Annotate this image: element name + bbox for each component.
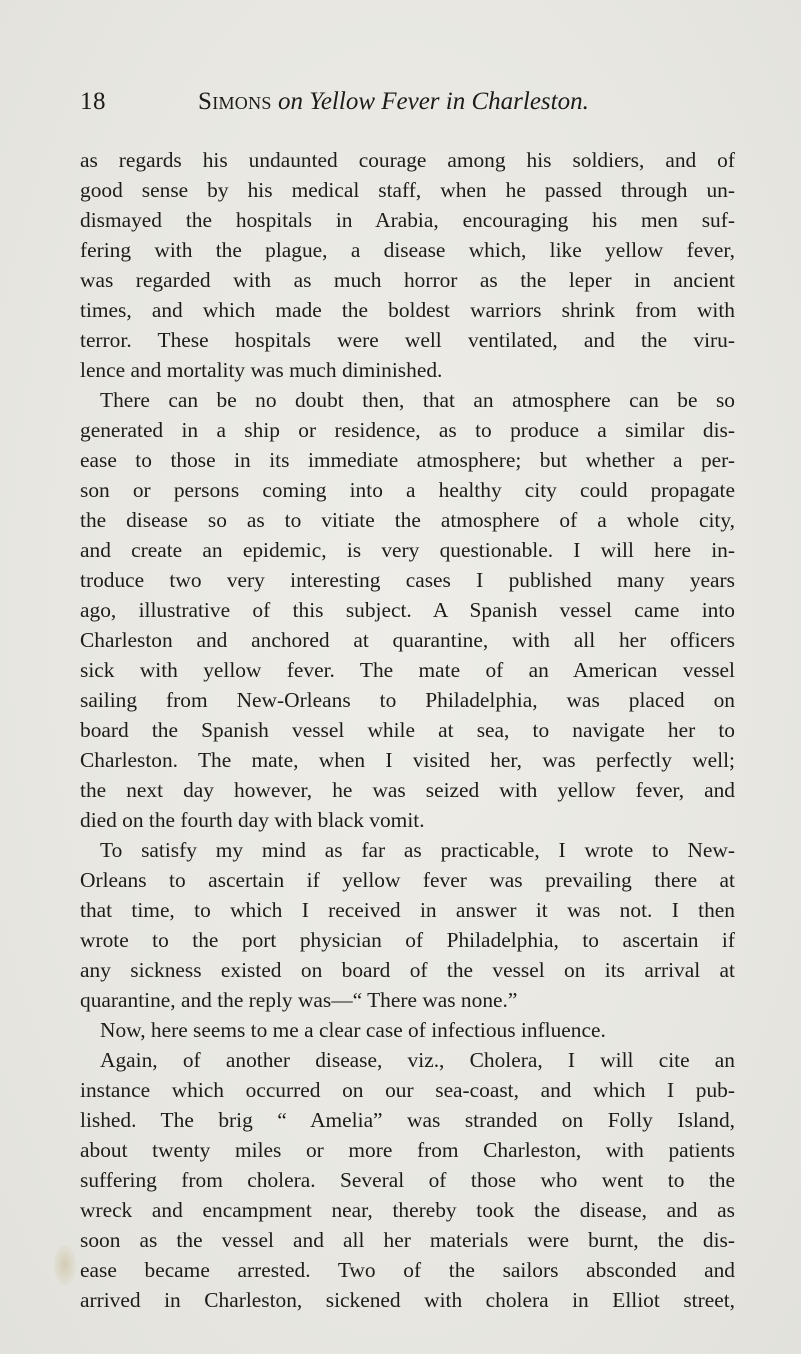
page-number: 18: [80, 88, 106, 115]
text-line: arrived in Charleston, sickened with cholera in Elliot street,: [80, 1288, 735, 1312]
text-line: ease to those in its immediate atmosphere; but whether a per-: [80, 448, 735, 472]
text-line: times, and which made the boldest warriors shrink from with: [80, 298, 735, 322]
text-line: about twenty miles or more from Charleston, with patients: [80, 1138, 735, 1162]
paper-stain: [54, 1245, 76, 1285]
text-line: Charleston. The mate, when I visited her, was perfectly well;: [80, 748, 735, 772]
text-line: Charleston and anchored at quarantine, with all her officers: [80, 628, 735, 652]
text-line: board the Spanish vessel while at sea, to navigate her to: [80, 718, 735, 742]
running-head-connector: on: [271, 88, 310, 115]
text-line: ago, illustrative of this subject. A Spanish vessel came into: [80, 598, 735, 622]
text-line: that time, to which I received in answer it was not. I then: [80, 898, 735, 922]
page-header: [80, 88, 740, 128]
text-line: instance which occurred on our sea-coast, and which I pub-: [80, 1078, 735, 1102]
text-line: the next day however, he was seized with yellow fever, and: [80, 778, 735, 802]
text-line: Now, here seems to me a clear case of infectious influence.: [100, 1018, 606, 1042]
text-line: died on the fourth day with black vomit.: [80, 808, 425, 832]
text-line: quarantine, and the reply was—“ There was none.”: [80, 988, 518, 1012]
text-line: troduce two very interesting cases I published many years: [80, 568, 735, 592]
text-line: good sense by his medical staff, when he passed through un-: [80, 178, 735, 202]
text-line: There can be no doubt then, that an atmosphere can be so: [100, 388, 735, 412]
running-head-author: Simons: [198, 88, 272, 115]
text-line: Again, of another disease, viz., Cholera, I will cite an: [100, 1048, 735, 1072]
text-line: suffering from cholera. Several of those who went to the: [80, 1168, 735, 1192]
text-line: To satisfy my mind as far as practicable, I wrote to New-: [100, 838, 735, 862]
text-line: soon as the vessel and all her materials were burnt, the dis-: [80, 1228, 735, 1252]
text-line: as regards his undaunted courage among his soldiers, and of: [80, 148, 735, 172]
text-line: any sickness existed on board of the vessel on its arrival at: [80, 958, 735, 982]
text-line: generated in a ship or residence, as to produce a similar dis-: [80, 418, 735, 442]
text-line: was regarded with as much horror as the leper in ancient: [80, 268, 735, 292]
text-line: the disease so as to vitiate the atmosphere of a whole city,: [80, 508, 735, 532]
body-text: [80, 145, 735, 1315]
running-head-title: Yellow Fever in Charleston.: [309, 88, 589, 115]
text-line: son or persons coming into a healthy city could propagate: [80, 478, 735, 502]
text-line: fering with the plague, a disease which, like yellow fever,: [80, 238, 735, 262]
text-line: lence and mortality was much diminished.: [80, 358, 443, 382]
text-line: lished. The brig “ Amelia” was stranded on Folly Island,: [80, 1108, 735, 1132]
text-line: sick with yellow fever. The mate of an American vessel: [80, 658, 735, 682]
text-line: sailing from New-Orleans to Philadelphia, was placed on: [80, 688, 735, 712]
text-line: dismayed the hospitals in Arabia, encouraging his men suf-: [80, 208, 735, 232]
running-head: [198, 88, 589, 116]
text-line: wrote to the port physician of Philadelphia, to ascertain if: [80, 928, 735, 952]
text-line: terror. These hospitals were well ventilated, and the viru-: [80, 328, 735, 352]
text-line: and create an epidemic, is very questionable. I will here in-: [80, 538, 735, 562]
text-line: wreck and encampment near, thereby took the disease, and as: [80, 1198, 735, 1222]
text-line: ease became arrested. Two of the sailors absconded and: [80, 1258, 735, 1282]
text-line: Orleans to ascertain if yellow fever was prevailing there at: [80, 868, 735, 892]
